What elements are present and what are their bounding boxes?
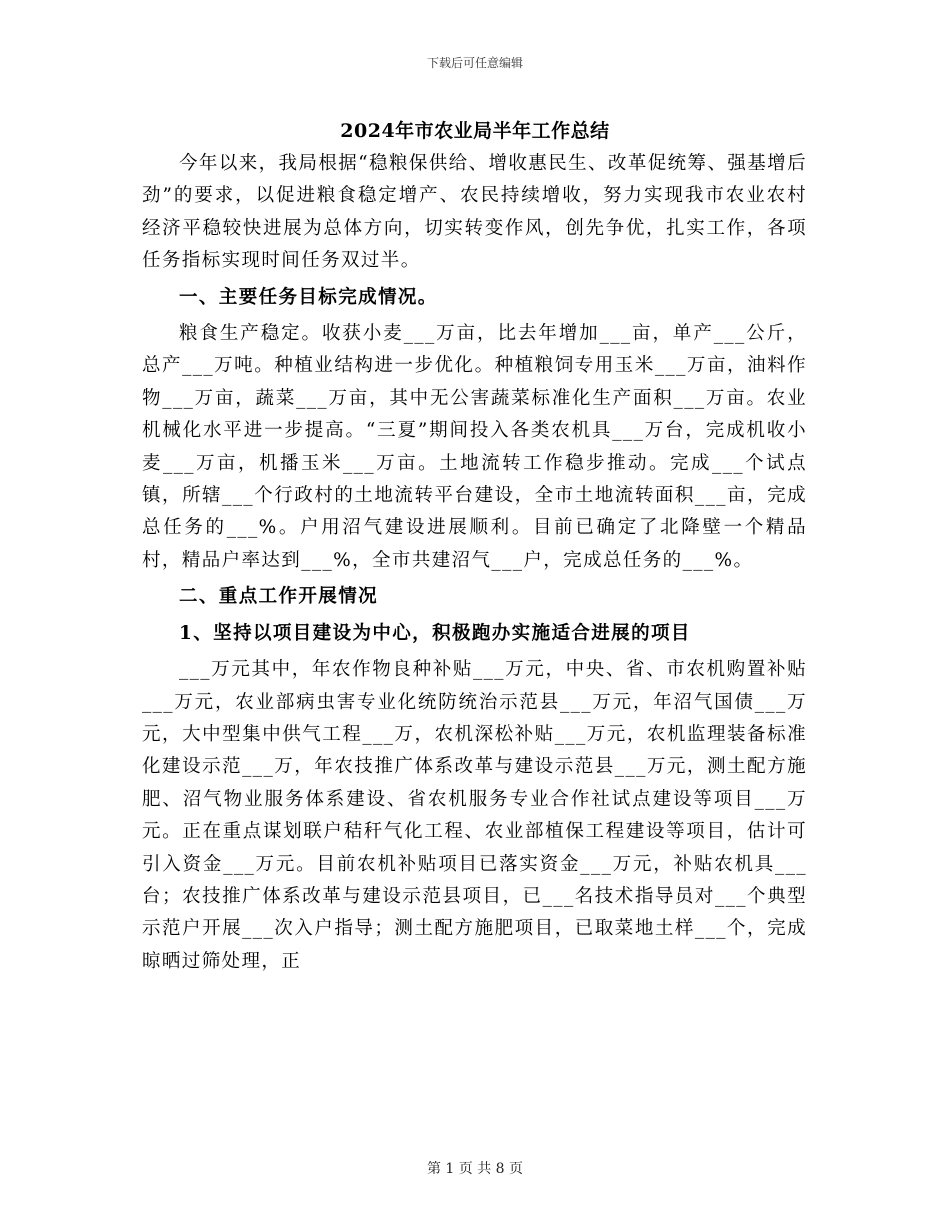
subsection-heading-1: 1、坚持以项目建设为中心，积极跑办实施适合进展的项目	[179, 622, 691, 644]
section-heading-2: 二、重点工作开展情况	[179, 586, 379, 608]
document-title: 2024年市农业局半年工作总结	[340, 120, 610, 142]
document-body	[142, 148, 807, 978]
paragraph-projects: ___万元其中，年农作物良种补贴___万元，中央、省、市农机购置补贴___万元，农业部病虫害专业化统防统治示范县___万元，年沼气国债___万元，大中型集中供气工程___万，农机深松补贴___万元，农机监理装备标准化建设示范___万，年农技推广体系改革与建设示范县___万元，测土配方施肥、沼气物业服务体系建设、省农机服务专业合作社试点建设等项目___万元。正在重点谋划联户秸秆气化工程、农业部植保工程建设等项目，估计可引入资金___万元。目前农机补贴项目已落实资金___万元，补贴农机具___台；农技推广体系改革与建设示范县项目，已___名技术指导员对___个典型示范户开展___次入户指导；测土配方施肥项目，已取菜地土样___个，完成晾晒过筛处理，正	[142, 659, 807, 972]
paragraph-targets: 粮食生产稳定。收获小麦___万亩，比去年增加___亩，单产___公斤，总产___万吨。种植业结构进一步优化。种植粮饲专用玉米___万亩，油料作物___万亩，蔬菜___万亩，其中无公害蔬菜标准化生产面积___万亩。农业机械化水平进一步提高。“三夏”期间投入各类农机具___万台，完成机收小麦___万亩，机播玉米___万亩。土地流转工作稳步推动。完成___个试点镇，所辖___个行政村的土地流转平台建设，全市土地流转面积___亩，完成总任务的___%。户用沼气建设进展顺利。目前已确定了北降壁一个精品村，精品户率达到___%，全市共建沼气___户，完成总任务的___%。	[142, 323, 807, 571]
page-footer: 第 1 页 共 8 页	[426, 1161, 524, 1177]
section-heading-1: 一、主要任务目标完成情况。	[179, 286, 438, 308]
header-note: 下载后可任意编辑	[426, 56, 523, 70]
paragraph-intro: 今年以来，我局根据“稳粮保供给、增收惠民生、改革促统筹、强基增后劲”的要求，以促进粮食稳定增产、农民持续增收，努力实现我市农业农村经济平稳较快进展为总体方向，切实转变作风，创先争优，扎实工作，各项任务指标实现时间任务双过半。	[142, 153, 807, 272]
